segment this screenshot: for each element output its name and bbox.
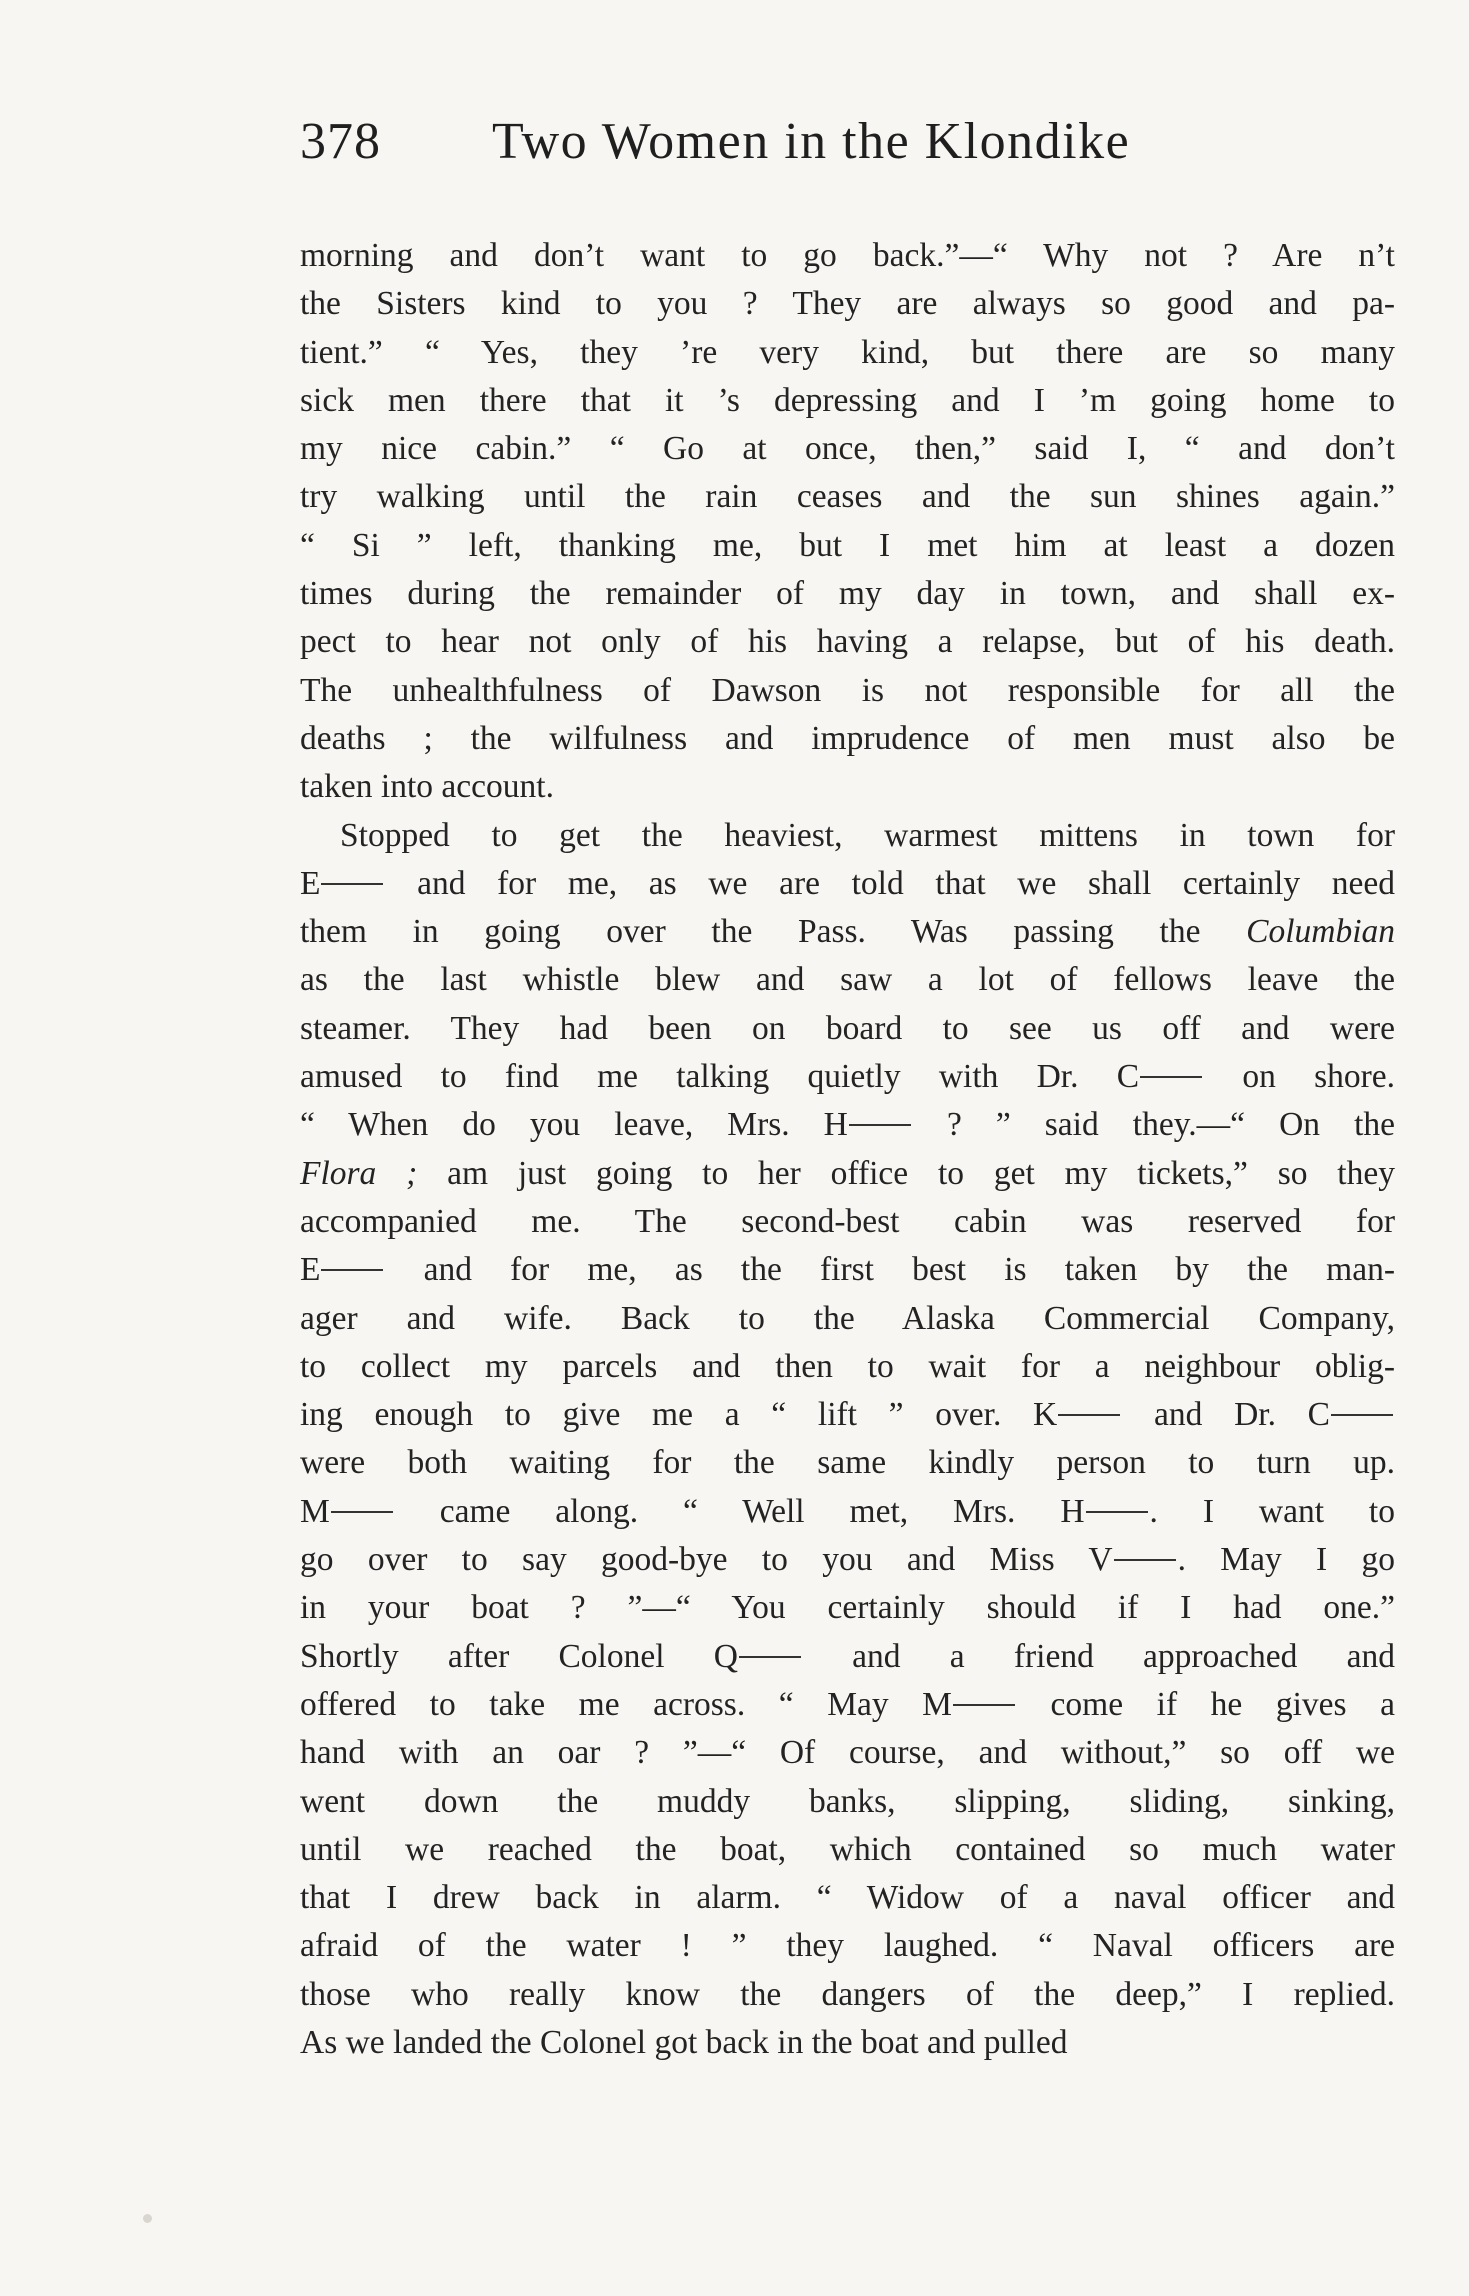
name-dash: [1114, 1559, 1176, 1561]
text-line: in your boat ? ”—“ You certainly should if I had one.”: [300, 1589, 1395, 1627]
name-dash: [739, 1656, 801, 1658]
text-line: my nice cabin.” “ Go at once, then,” said I, “ and don’t: [300, 430, 1395, 468]
page-number: 378: [300, 113, 381, 170]
text-line: Flora ; am just going to her office to get my tickets,” so they: [300, 1154, 1395, 1192]
name-dash: [1086, 1511, 1148, 1513]
text-line: hand with an oar ? ”—“ Of course, and without,” so off we: [300, 1734, 1395, 1772]
text-line: accompanied me. The second-best cabin was reserved for: [300, 1202, 1395, 1240]
name-dash: [849, 1124, 911, 1126]
text-line: offered to take me across. “ May M come if he gives a: [300, 1685, 1395, 1723]
text-line: M came along. “ Well met, Mrs. H . I want to: [300, 1492, 1395, 1530]
text-line: went down the muddy banks, slipping, sliding, sinking,: [300, 1782, 1395, 1820]
text-line: were both waiting for the same kindly person to turn up.: [300, 1444, 1395, 1482]
name-dash: [1140, 1076, 1202, 1078]
text-line: As we landed the Colonel got back in the boat and pulled: [300, 2023, 1068, 2061]
text-line: Stopped to get the heaviest, warmest mittens in town for: [340, 816, 1395, 854]
text-line: E and for me, as the first best is taken by the man-: [300, 1251, 1395, 1289]
text-line: sick men there that it ’s depressing and I ’m going home to: [300, 381, 1395, 419]
text-line: that I drew back in alarm. “ Widow of a naval officer and: [300, 1879, 1395, 1917]
text-line: until we reached the boat, which contained so much water: [300, 1830, 1395, 1868]
text-line: times during the remainder of my day in town, and shall ex-: [300, 575, 1395, 613]
name-dash: [321, 1269, 383, 1271]
text-line: morning and don’t want to go back.”—“ Why not ? Are n’t: [300, 237, 1395, 274]
text-line: as the last whistle blew and saw a lot of fellows leave the: [300, 961, 1395, 999]
page-header: [300, 112, 1260, 182]
text-line: taken into account.: [300, 768, 554, 806]
text-line: deaths ; the wilfulness and imprudence of men must also be: [300, 719, 1395, 757]
name-dash: [953, 1704, 1015, 1706]
text-line: afraid of the water ! ” they laughed. “ Naval officers are: [300, 1927, 1395, 1965]
running-head: Two Women in the Klondike: [492, 113, 1131, 170]
text-line: pect to hear not only of his having a relapse, but of his death.: [300, 623, 1395, 661]
text-line: Shortly after Colonel Q and a friend approached and: [300, 1637, 1395, 1675]
text-line: those who really know the dangers of the deep,” I replied.: [300, 1975, 1395, 2013]
text-line: to collect my parcels and then to wait for a neighbour oblig-: [300, 1347, 1395, 1385]
body-text: [300, 232, 1395, 2067]
text-line: ing enough to give me a “ lift ” over. K and Dr. C: [300, 1391, 1395, 1439]
text-line: tient.” “ Yes, they ’re very kind, but there are so many: [300, 333, 1395, 371]
text-line: go over to say good-bye to you and Miss V . May I go: [300, 1541, 1395, 1579]
paper-speck: [143, 2214, 152, 2223]
text-line: “ When do you leave, Mrs. H ? ” said they.—“ On the: [300, 1106, 1395, 1144]
text-line: steamer. They had been on board to see us off and were: [300, 1009, 1395, 1047]
name-dash: [1058, 1414, 1120, 1416]
text-line: the Sisters kind to you ? They are always so good and pa-: [300, 285, 1395, 323]
text-line: E and for me, as we are told that we shall certainly need: [300, 864, 1395, 902]
text-line: ager and wife. Back to the Alaska Commercial Company,: [300, 1299, 1395, 1337]
text-line: amused to find me talking quietly with Dr. C on shore.: [300, 1058, 1395, 1096]
text-line: “ Si ” left, thanking me, but I met him at least a dozen: [300, 526, 1395, 564]
name-dash: [331, 1511, 393, 1513]
text-line: them in going over the Pass. Was passing the Columbian: [300, 913, 1395, 951]
text-line: try walking until the rain ceases and the sun shines again.”: [300, 478, 1395, 516]
name-dash: [1331, 1414, 1393, 1416]
text-line: The unhealthfulness of Dawson is not responsible for all the: [300, 671, 1395, 709]
name-dash: [321, 883, 383, 885]
